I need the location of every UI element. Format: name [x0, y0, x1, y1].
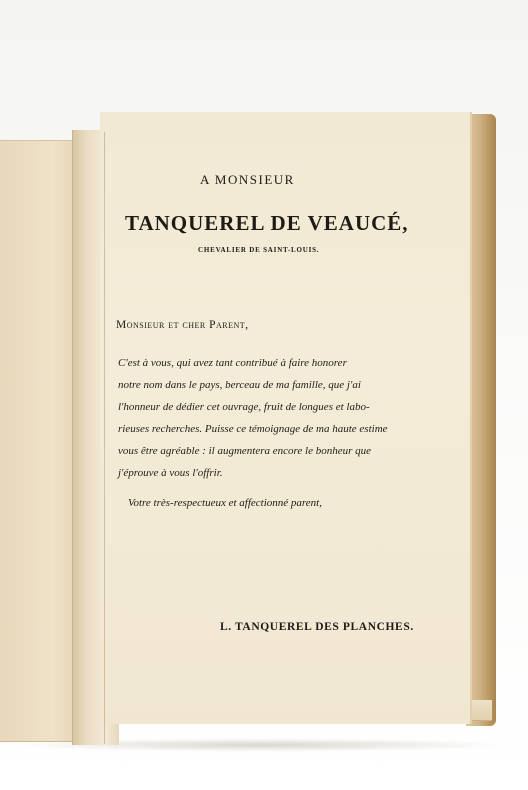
dedicatee-name: TANQUEREL DE VEAUCÉ,	[125, 211, 409, 235]
letter-body-line: vous être agréable : il augmentera encore le bonheur que	[118, 445, 372, 457]
letter-body-line: C'est à vous, qui avez tant contribué à faire honorer	[118, 357, 347, 369]
letter-signature: L. TANQUEREL DES PLANCHES.	[220, 621, 414, 633]
letter-body-line: l'honneur de dédier cet ouvrage, fruit de longues et labo-	[118, 401, 370, 413]
letter-closing: Votre très-respectueux et affectionné parent,	[128, 497, 322, 509]
letter-body-line: notre nom dans le pays, berceau de ma famille, que j'ai	[118, 379, 361, 391]
letter-body	[118, 352, 386, 484]
dedication-heading: A MONSIEUR	[200, 172, 295, 187]
letter-salutation: Monsieur et cher Parent,	[116, 319, 249, 331]
gutter-fold-line	[104, 132, 105, 744]
letter-body-line: j'éprouve à vous l'offrir.	[118, 467, 223, 479]
letter-body-line: rieuses recherches. Puisse ce témoignage de ma haute estime	[118, 423, 388, 435]
dedicatee-title: CHEVALIER DE SAINT-LOUIS.	[198, 246, 320, 254]
